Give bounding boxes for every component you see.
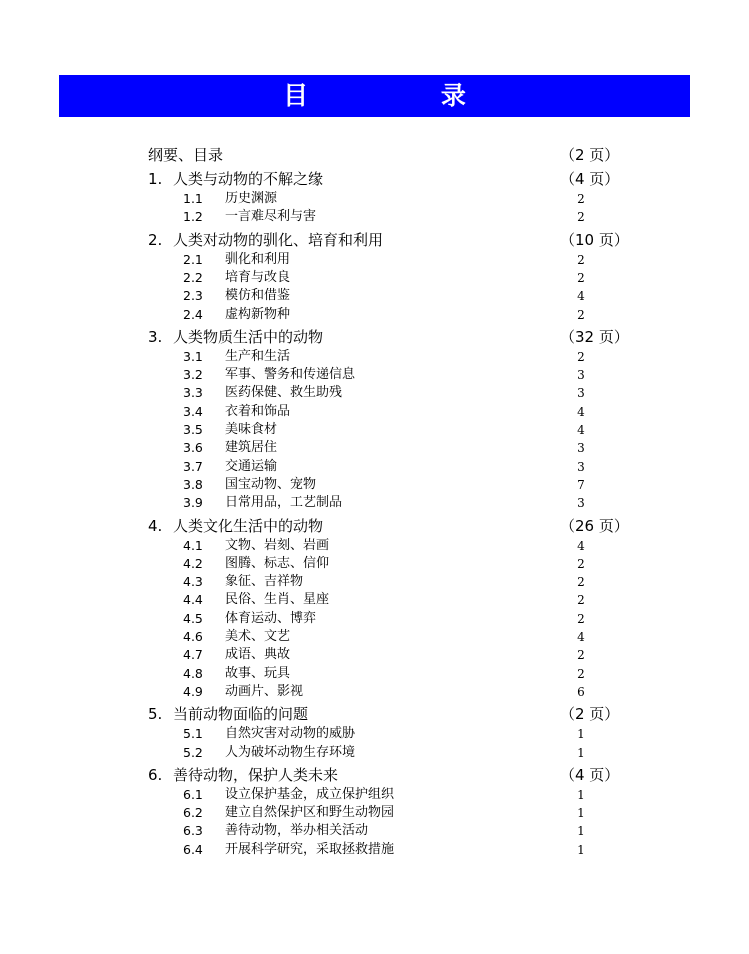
- section-title: 虚构新物种: [225, 306, 291, 322]
- section-pages: 3: [577, 386, 585, 401]
- chapter-title: 人类对动物的驯化、培育和利用: [173, 230, 384, 249]
- section-title: 模仿和借鉴: [225, 288, 291, 304]
- entry-pages: （2 页）: [560, 146, 620, 164]
- toc-section: [0, 251, 749, 269]
- section-pages: 3: [577, 441, 585, 456]
- toc-header-banner: [59, 75, 690, 117]
- section-number: 4.4: [183, 592, 203, 608]
- toc-section: [0, 804, 749, 822]
- toc-section: [0, 786, 749, 804]
- section-number: 1.1: [183, 191, 203, 206]
- section-title: 美味食材: [225, 422, 278, 437]
- toc-section: [0, 403, 749, 421]
- toc-section: [0, 610, 749, 628]
- section-title: 动画片、影视: [225, 683, 304, 699]
- section-title: 象征、吉祥物: [225, 574, 304, 590]
- section-title: 驯化和利用: [225, 251, 291, 267]
- section-title: 成语、典故: [225, 647, 291, 663]
- section-pages: 3: [577, 368, 585, 383]
- section-pages: 7: [577, 477, 585, 492]
- toc-section: [0, 744, 749, 762]
- toc-section: [0, 822, 749, 840]
- section-pages: 2: [577, 307, 585, 322]
- section-number: 4.8: [183, 665, 203, 681]
- chapter-number: 1.: [148, 170, 163, 188]
- chapter-title: 人类与动物的不解之缘: [173, 170, 324, 188]
- section-title: 设立保护基金，成立保护组织: [225, 786, 395, 802]
- toc-chapter: [0, 766, 749, 784]
- section-pages: 2: [577, 192, 585, 206]
- toc-section: [0, 421, 749, 439]
- chapter-number: 3.: [148, 327, 163, 346]
- section-number: 4.7: [183, 647, 203, 663]
- section-number: 5.1: [183, 726, 203, 742]
- toc-section: [0, 665, 749, 683]
- chapter-number: 6.: [148, 765, 163, 784]
- section-number: 3.2: [183, 367, 203, 383]
- toc-section: [0, 439, 749, 457]
- section-number: 2.3: [183, 288, 203, 304]
- section-pages: 2: [577, 611, 585, 626]
- section-pages: 6: [577, 684, 585, 699]
- section-pages: 1: [577, 806, 585, 821]
- section-number: 2.1: [183, 251, 203, 267]
- toc-section: [0, 348, 749, 366]
- section-title: 国宝动物、宠物: [225, 476, 317, 492]
- section-number: 3.8: [183, 476, 203, 492]
- section-title: 体育运动、博弈: [225, 610, 317, 626]
- section-pages: 1: [577, 745, 585, 760]
- toc-section: [0, 555, 749, 573]
- section-number: 4.1: [183, 537, 203, 553]
- section-title: 一言难尽利与害: [225, 209, 317, 225]
- section-pages: 4: [577, 404, 585, 419]
- section-title: 故事、玩具: [225, 665, 291, 681]
- section-number: 1.2: [183, 209, 203, 225]
- section-title: 建筑居住: [225, 440, 278, 456]
- section-title: 图腾、标志、信仰: [225, 555, 330, 571]
- toc-section: [0, 366, 749, 384]
- section-title: 美术、文艺: [225, 629, 291, 644]
- toc-chapter: [0, 231, 749, 249]
- chapter-pages: （32 页）: [560, 327, 629, 346]
- toc-section: [0, 646, 749, 664]
- toc-section: [0, 384, 749, 402]
- section-title: 历史渊源: [225, 191, 278, 206]
- section-number: 3.6: [183, 440, 203, 456]
- chapter-pages: （4 页）: [560, 170, 620, 188]
- section-pages: 3: [577, 496, 585, 511]
- section-number: 4.2: [183, 555, 203, 571]
- section-number: 4.5: [183, 610, 203, 626]
- section-title: 开展科学研究，采取拯救措施: [225, 841, 395, 857]
- section-number: 5.2: [183, 744, 203, 760]
- toc-section: [0, 683, 749, 701]
- toc-section: [0, 306, 749, 324]
- chapter-number: 2.: [148, 230, 163, 249]
- chapter-pages: （26 页）: [560, 516, 629, 535]
- section-number: 2.2: [183, 269, 203, 285]
- section-pages: 3: [577, 459, 585, 474]
- section-title: 自然灾害对动物的威胁: [225, 726, 356, 742]
- section-pages: 2: [577, 210, 585, 225]
- section-pages: 2: [577, 593, 585, 608]
- section-title: 人为破坏动物生存环境: [225, 744, 356, 760]
- chapter-title: 人类物质生活中的动物: [173, 327, 324, 346]
- section-title: 交通运输: [225, 458, 278, 474]
- section-number: 3.7: [183, 458, 203, 474]
- toc-chapter: [0, 705, 749, 723]
- entry-title: 纲要、目录: [148, 146, 224, 164]
- section-title: 善待动物，举办相关活动: [225, 823, 369, 839]
- section-pages: 1: [577, 727, 585, 742]
- toc-section: [0, 628, 749, 646]
- section-pages: 2: [577, 349, 585, 364]
- chapter-pages: （10 页）: [560, 230, 629, 249]
- section-number: 3.1: [183, 348, 203, 364]
- toc-front-entry: [0, 146, 749, 164]
- chapter-number: 4.: [148, 516, 163, 535]
- section-pages: 4: [577, 630, 585, 644]
- section-title: 生产和生活: [225, 348, 291, 364]
- section-number: 6.1: [183, 786, 203, 802]
- toc-chapter: [0, 170, 749, 188]
- section-number: 3.3: [183, 385, 203, 401]
- section-title: 军事、警务和传递信息: [225, 367, 356, 383]
- section-title: 衣着和饰品: [225, 403, 291, 419]
- chapter-title: 人类文化生活中的动物: [173, 516, 324, 535]
- toc-section: [0, 208, 749, 226]
- section-title: 日常用品，工艺制品: [225, 495, 343, 511]
- toc-section: [0, 573, 749, 591]
- toc-section: [0, 537, 749, 555]
- toc-chapter: [0, 328, 749, 346]
- chapter-pages: （2 页）: [560, 705, 620, 724]
- section-number: 2.4: [183, 306, 203, 322]
- section-pages: 2: [577, 666, 585, 681]
- page-title: 目 录: [283, 81, 528, 110]
- toc-section: [0, 287, 749, 305]
- chapter-pages: （4 页）: [560, 765, 620, 784]
- section-number: 4.3: [183, 574, 203, 590]
- section-pages: 1: [577, 787, 585, 802]
- chapter-title: 善待动物，保护人类未来: [173, 765, 339, 784]
- toc-section: [0, 591, 749, 609]
- section-number: 4.6: [183, 629, 203, 644]
- section-pages: 4: [577, 538, 585, 553]
- section-pages: 4: [577, 423, 585, 437]
- section-pages: 2: [577, 270, 585, 285]
- toc-section: [0, 841, 749, 859]
- toc-section: [0, 494, 749, 512]
- section-pages: 1: [577, 824, 585, 839]
- toc-section: [0, 269, 749, 287]
- toc-chapter: [0, 517, 749, 535]
- section-title: 民俗、生肖、星座: [225, 592, 330, 608]
- section-pages: 2: [577, 575, 585, 590]
- section-number: 6.2: [183, 805, 203, 821]
- section-number: 3.5: [183, 422, 203, 437]
- section-pages: 1: [577, 842, 585, 857]
- toc-section: [0, 190, 749, 208]
- section-pages: 2: [577, 556, 585, 571]
- section-number: 3.9: [183, 495, 203, 511]
- section-number: 6.3: [183, 823, 203, 839]
- section-title: 培育与改良: [225, 269, 291, 285]
- section-title: 文物、岩刻、岩画: [225, 537, 330, 553]
- section-pages: 2: [577, 648, 585, 663]
- toc-section: [0, 725, 749, 743]
- section-title: 医药保健、救生助残: [225, 385, 343, 401]
- section-number: 4.9: [183, 683, 203, 699]
- section-number: 6.4: [183, 841, 203, 857]
- chapter-number: 5.: [148, 705, 163, 724]
- toc-section: [0, 476, 749, 494]
- toc-section: [0, 458, 749, 476]
- section-title: 建立自然保护区和野生动物园: [225, 805, 395, 821]
- section-pages: 2: [577, 252, 585, 267]
- section-pages: 4: [577, 289, 585, 304]
- section-number: 3.4: [183, 403, 203, 419]
- chapter-title: 当前动物面临的问题: [173, 705, 309, 724]
